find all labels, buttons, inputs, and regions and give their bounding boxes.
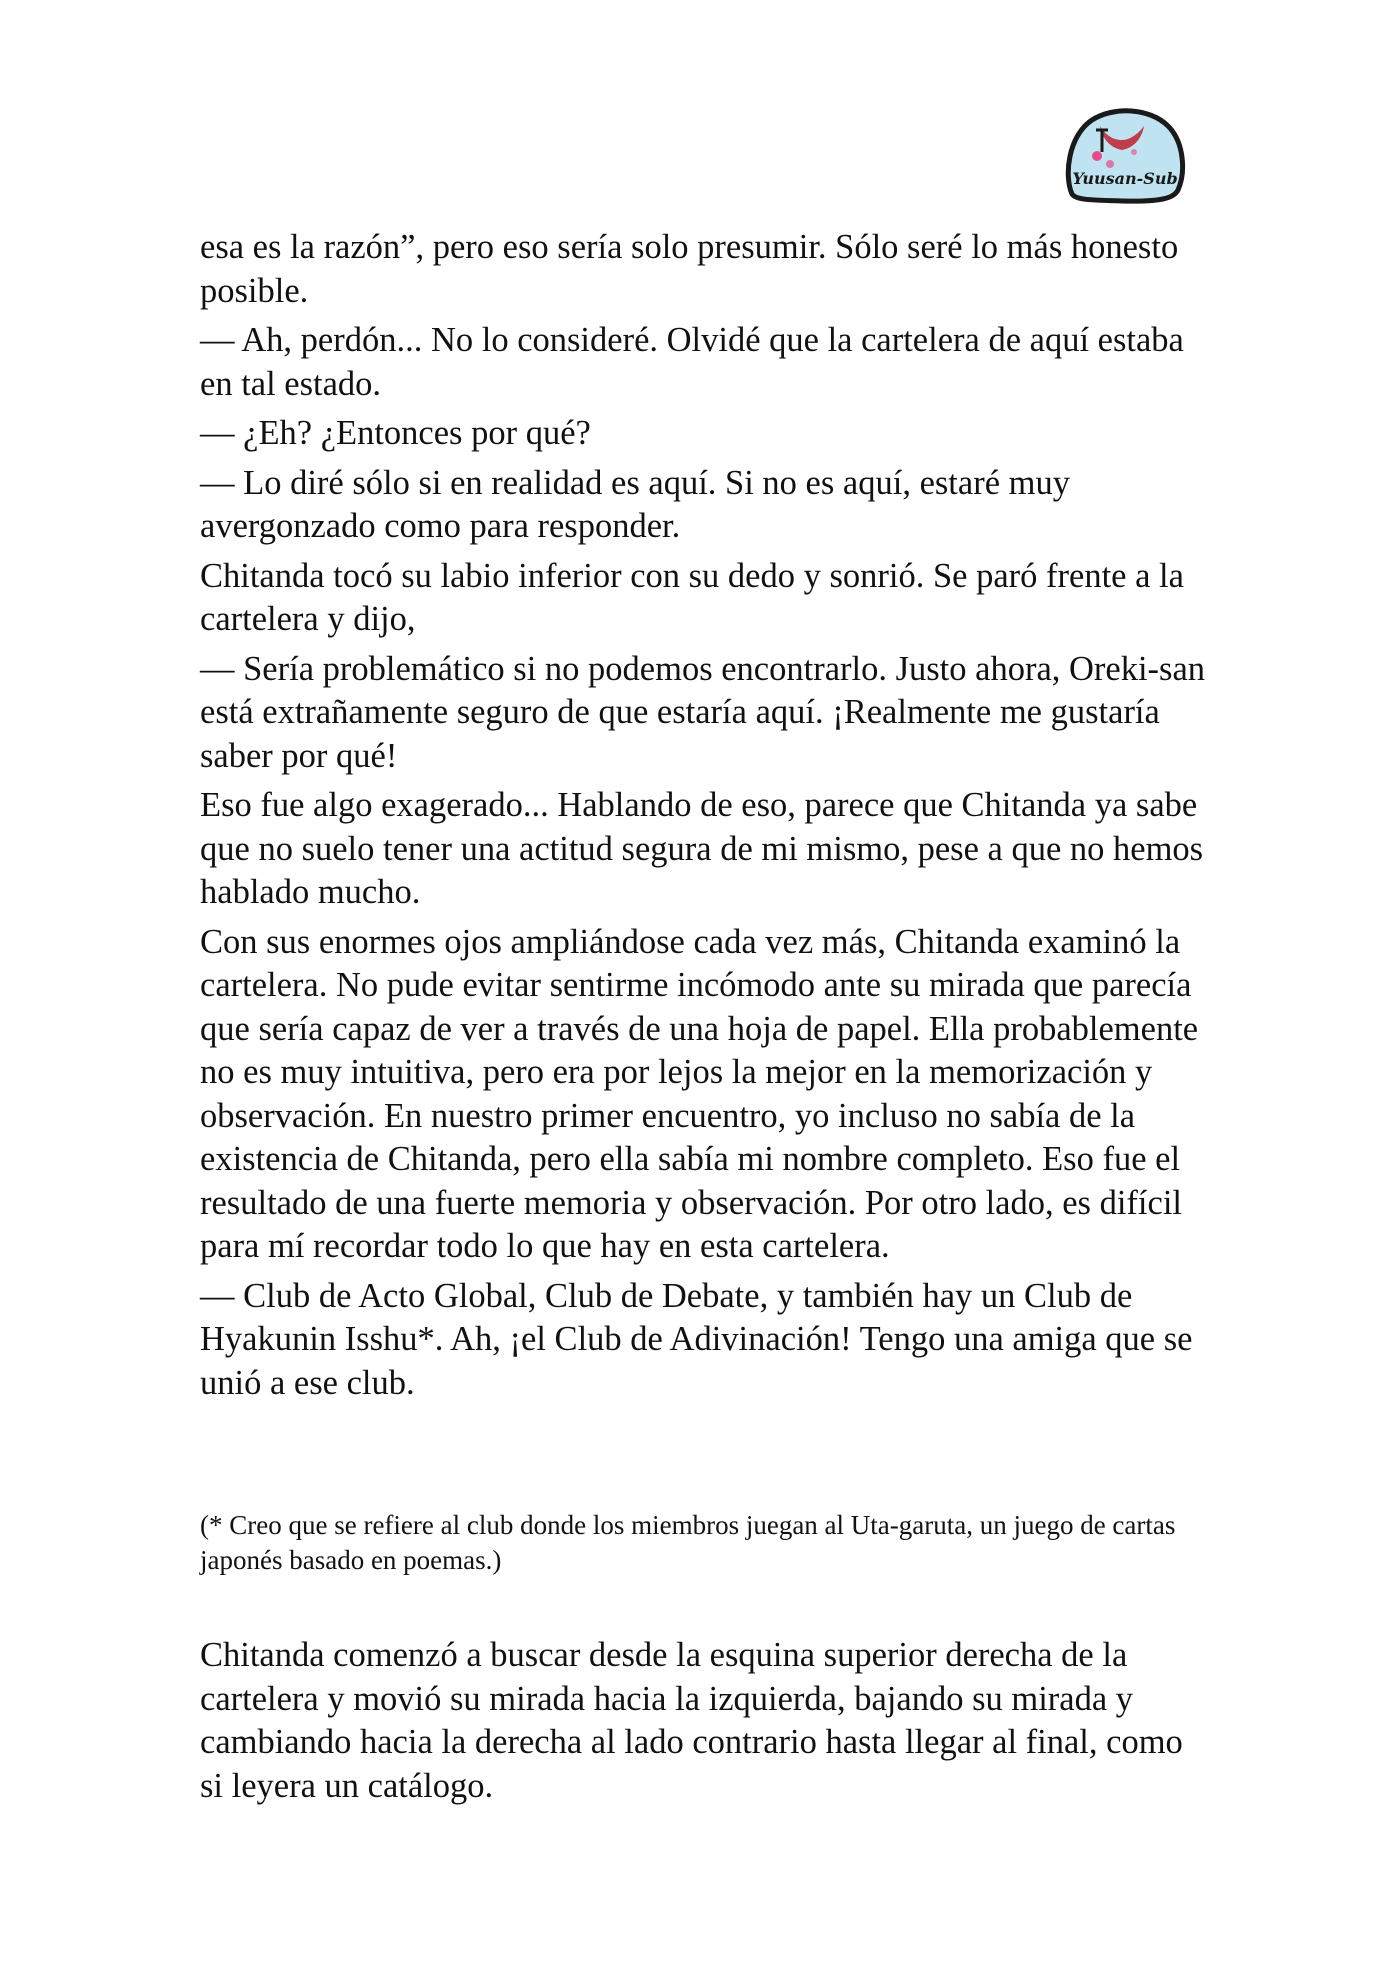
paragraph: — Club de Acto Global, Club de Debate, y también hay un Club de Hyakunin Isshu*. Ah, ¡el Club de Adivinación! Tengo una amiga que se unió a ese club. — [200, 1276, 1193, 1402]
closing-text — [200, 1634, 1210, 1814]
paragraph: — Ah, perdón... No lo consideré. Olvidé que la cartelera de aquí estaba en tal estado. — [200, 321, 1184, 403]
paragraph: — Lo diré sólo si en realidad es aquí. Si no es aquí, estaré muy avergonzado como para responder. — [200, 463, 1070, 545]
yuusan-sub-logo — [1062, 106, 1188, 206]
paragraph: — Sería problemático si no podemos encontrarlo. Justo ahora, Oreki-san está extrañamente seguro de que estaría aquí. ¡Realmente me gustaría saber por qué! — [200, 649, 1206, 775]
paragraph: Chitanda comenzó a buscar desde la esquina superior derecha de la cartelera y movió su mirada hacia la izquierda, bajando su mirada y cambiando hacia la derecha al lado contrario hasta llegar al final, como si leyera un catálogo. — [200, 1636, 1183, 1805]
paragraph: esa es la razón”, pero eso sería solo presumir. Sólo seré lo más honesto posible. — [200, 228, 1179, 310]
logo-text: Yuusan-Sub — [1072, 169, 1178, 188]
logo-bubble-icon — [1062, 106, 1188, 206]
paragraph: — ¿Eh? ¿Entonces por qué? — [200, 414, 591, 452]
footnote: (* Creo que se refiere al club donde los miembros juegan al Uta-garuta, un juego de cartas japonés basado en poemas.) — [200, 1510, 1176, 1575]
main-text — [200, 226, 1210, 1411]
paragraph: Chitanda tocó su labio inferior con su dedo y sonrió. Se paró frente a la cartelera y dijo, — [200, 556, 1184, 638]
paragraph: Eso fue algo exagerado... Hablando de eso, parece que Chitanda ya sabe que no suelo tener una actitud segura de mi mismo, pese a que no hemos hablado mucho. — [200, 786, 1204, 911]
paragraph: Con sus enormes ojos ampliándose cada vez más, Chitanda examinó la cartelera. No pude evitar sentirme incómodo ante su mirada que parecía que sería capaz de ver a través de una hoja de papel. Ella probablemente no es muy intuitiva, pero era por lejos la mejor en la memorización y observación. En nuestro primer encuentro, yo incluso no sabía de la existencia de Chitanda, pero ella sabía mi nombre completo. Eso fue el resultado de una fuerte memoria y observación. Por otro lado, es difícil para mí recordar todo lo que hay en esta cartelera. — [200, 922, 1199, 1265]
